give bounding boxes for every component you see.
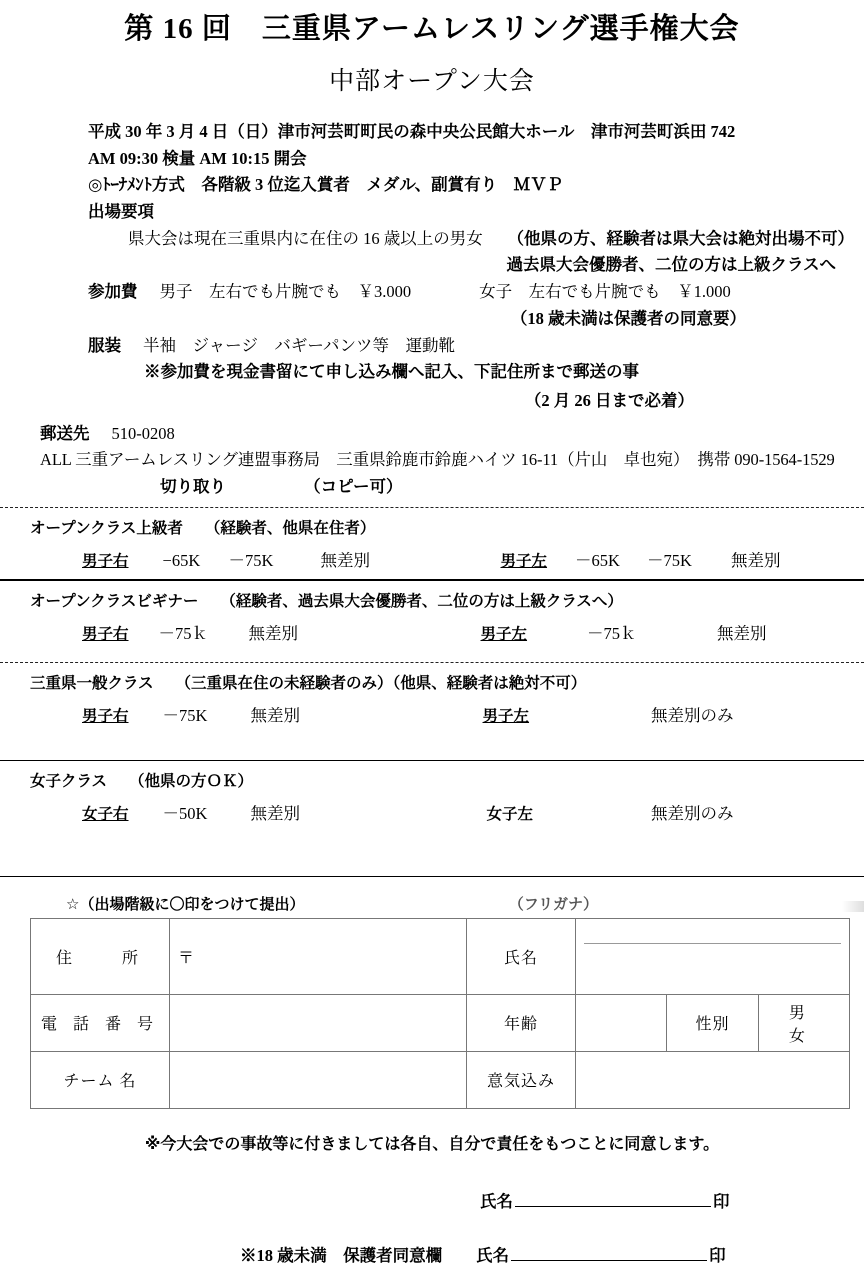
phone-input-cell[interactable] [170, 994, 467, 1051]
class-heading [30, 671, 864, 693]
weight-class: 無差別 [248, 623, 299, 643]
guardian-signature-label: 氏名 [476, 1245, 510, 1265]
name-label: 氏名 [467, 918, 576, 994]
signature-label: 氏名 [480, 1191, 513, 1211]
class-row [30, 620, 864, 644]
copy-ok-label: （コピー可） [304, 477, 403, 497]
age-input-cell[interactable] [576, 994, 667, 1051]
mailing-block [0, 421, 864, 501]
fee-men: 男子 左右でも片腕でも ￥3.000 [159, 282, 412, 302]
table-row [31, 918, 850, 994]
class-heading [30, 516, 864, 538]
format-line: ◎ﾄｰﾅﾒﾝﾄ方式 各階級 3 位迄入賞者 メダル、副賞有り ＭＶＰ [88, 175, 564, 195]
category-label-left: 女子右 [82, 804, 129, 823]
weight-class: －75ｋ [158, 623, 209, 643]
furigana-input-line[interactable] [584, 921, 841, 944]
form-divider-solid [0, 876, 864, 877]
fee-label: 参加費 [88, 282, 138, 302]
weight-class: 無差別 [731, 550, 781, 570]
page-subtitle: 中部オープン大会 [329, 67, 535, 95]
past-winner-note: 過去県大会優勝者、二位の方は上級クラスへ [506, 255, 836, 275]
weight-class: －50K [162, 803, 208, 823]
team-label: チーム 名 [31, 1051, 170, 1108]
signature-input-line[interactable] [515, 1189, 711, 1207]
name-input-cell[interactable] [576, 918, 850, 994]
age-label: 年齢 [467, 994, 576, 1051]
weight-class: 無差別のみ [651, 803, 734, 823]
class-divider-solid-1 [0, 579, 864, 581]
category-label-left: 男子右 [82, 551, 129, 570]
fee-women: 女子 左右でも片腕でも ￥1.000 [479, 282, 731, 302]
payment-instruction: ※参加費を現金書留にて申し込み欄へ記入、下記住所まで郵送の事 [144, 362, 639, 382]
class-section-mie-general [0, 671, 864, 726]
weight-class: 無差別 [320, 550, 371, 570]
form-instruction-row [22, 893, 842, 914]
category-label-left: 男子右 [82, 706, 129, 725]
liability-consent-text: ※今大会での事故等に付きましては各自、自分で責任をもつことに同意します。 [144, 1133, 720, 1153]
signature-row [22, 1188, 842, 1212]
gender-options[interactable]: 男 女 [758, 994, 849, 1051]
schedule-line: AM 09:30 検量 AM 10:15 開会 [88, 148, 307, 168]
table-row [31, 1051, 850, 1108]
class-title: 女子クラス [30, 771, 108, 790]
class-condition: （経験者、過去県大会優勝者、二位の方は上級クラスへ） [220, 591, 623, 610]
class-title: オープンクラス上級者 [30, 518, 183, 537]
weight-class: －75ｋ [587, 623, 637, 643]
weight-class: 無差別 [250, 803, 301, 823]
weight-class: −65K [162, 550, 201, 570]
attire-row [88, 333, 854, 360]
name-input-line[interactable] [584, 944, 841, 992]
weight-class: －75K [647, 550, 692, 570]
entry-requirements-heading: 出場要項 [88, 201, 154, 221]
weight-class: －75K [228, 550, 274, 570]
eligibility-note: （他県の方、経験者は県大会は絶対出場不可） [507, 228, 854, 248]
cut-line-row [40, 474, 864, 501]
circle-class-instruction: ☆（出場階級に〇印をつけて提出） [66, 894, 305, 913]
guardian-signature-row [22, 1242, 842, 1266]
gender-label: 性別 [667, 994, 758, 1051]
class-heading [30, 589, 864, 611]
class-heading [30, 769, 864, 791]
cut-divider-dashed [0, 507, 864, 508]
mailing-postal-code: 510-0208 [111, 423, 175, 443]
category-label-right: 男子左 [482, 706, 530, 725]
cut-here-label: 切り取り [160, 477, 226, 497]
seal-label: 印 [713, 1191, 730, 1211]
attire-value: 半袖 ジャージ バギーパンツ等 運動靴 [143, 335, 456, 355]
category-label-right: 女子左 [486, 804, 534, 823]
motivation-label: 意気込み [467, 1051, 576, 1108]
deadline-note: （2 月 26 日まで必着） [524, 390, 694, 410]
mailing-postal-row [40, 421, 864, 448]
phone-label: 電 話 番 号 [31, 994, 170, 1051]
event-info-block [0, 119, 864, 415]
class-row [30, 547, 864, 571]
class-divider-solid-3 [0, 760, 864, 761]
class-title: 三重県一般クラス [30, 673, 154, 692]
class-row [30, 800, 864, 824]
class-section-open-advanced [0, 516, 864, 571]
class-row [30, 702, 864, 726]
page-title: 第 16 回 三重県アームレスリング選手権大会 [124, 13, 740, 45]
class-divider-dashed-2 [0, 662, 864, 663]
class-condition: （三重県在住の未経験者のみ）（他県、経験者は絶対不可） [175, 673, 587, 692]
motivation-input-cell[interactable] [576, 1051, 850, 1108]
category-label-right: 男子左 [500, 551, 548, 570]
class-section-women [0, 769, 864, 824]
address-label: 住 所 [31, 918, 170, 994]
weight-class: 無差別 [250, 705, 301, 725]
eligibility-text: 県大会は現在三重県内に在住の 16 歳以上の男女 [128, 228, 483, 248]
class-condition: （他県の方ＯＫ） [129, 771, 254, 790]
mailing-address-line: ALL 三重アームレスリング連盟事務局 三重県鈴鹿市鈴鹿ハイツ 16-11（片山 卓也宛） 携帯 090-1564-1529 [40, 450, 835, 470]
class-title: オープンクラスビギナー [30, 591, 199, 610]
eligibility-row [88, 226, 854, 253]
date-venue-line: 平成 30 年 3 月 4 日（日）津市河芸町町民の森中央公民館大ホール 津市河芸町浜田 742 [88, 121, 736, 141]
guardian-seal-label: 印 [709, 1245, 726, 1265]
address-input-cell[interactable] [170, 918, 467, 994]
class-section-open-beginner [0, 589, 864, 644]
guardian-signature-input-line[interactable] [511, 1243, 707, 1261]
class-condition: （経験者、他県在住者） [204, 518, 376, 537]
fee-row [88, 279, 854, 306]
entry-form-table [30, 918, 850, 1109]
weight-class: 無差別のみ [651, 705, 734, 725]
weight-class: 無差別 [717, 623, 767, 643]
scan-smudge-artifact [842, 901, 864, 912]
entry-form-area [0, 893, 864, 1266]
team-input-cell[interactable] [170, 1051, 467, 1108]
attire-label: 服装 [88, 335, 121, 355]
weight-class: －65K [575, 550, 620, 570]
weight-class: －75K [162, 705, 208, 725]
category-label-right: 男子左 [480, 624, 528, 643]
mailing-label: 郵送先 [40, 423, 90, 443]
guardian-consent-note: ※18 歳未満 保護者同意欄 [240, 1245, 443, 1265]
category-label-left: 男子右 [82, 624, 129, 643]
postal-mark-icon: 〒 [178, 949, 195, 967]
furigana-label: （フリガナ） [509, 893, 842, 914]
minor-consent-note: （18 歳未満は保護者の同意要） [510, 308, 746, 328]
table-row [31, 994, 850, 1051]
